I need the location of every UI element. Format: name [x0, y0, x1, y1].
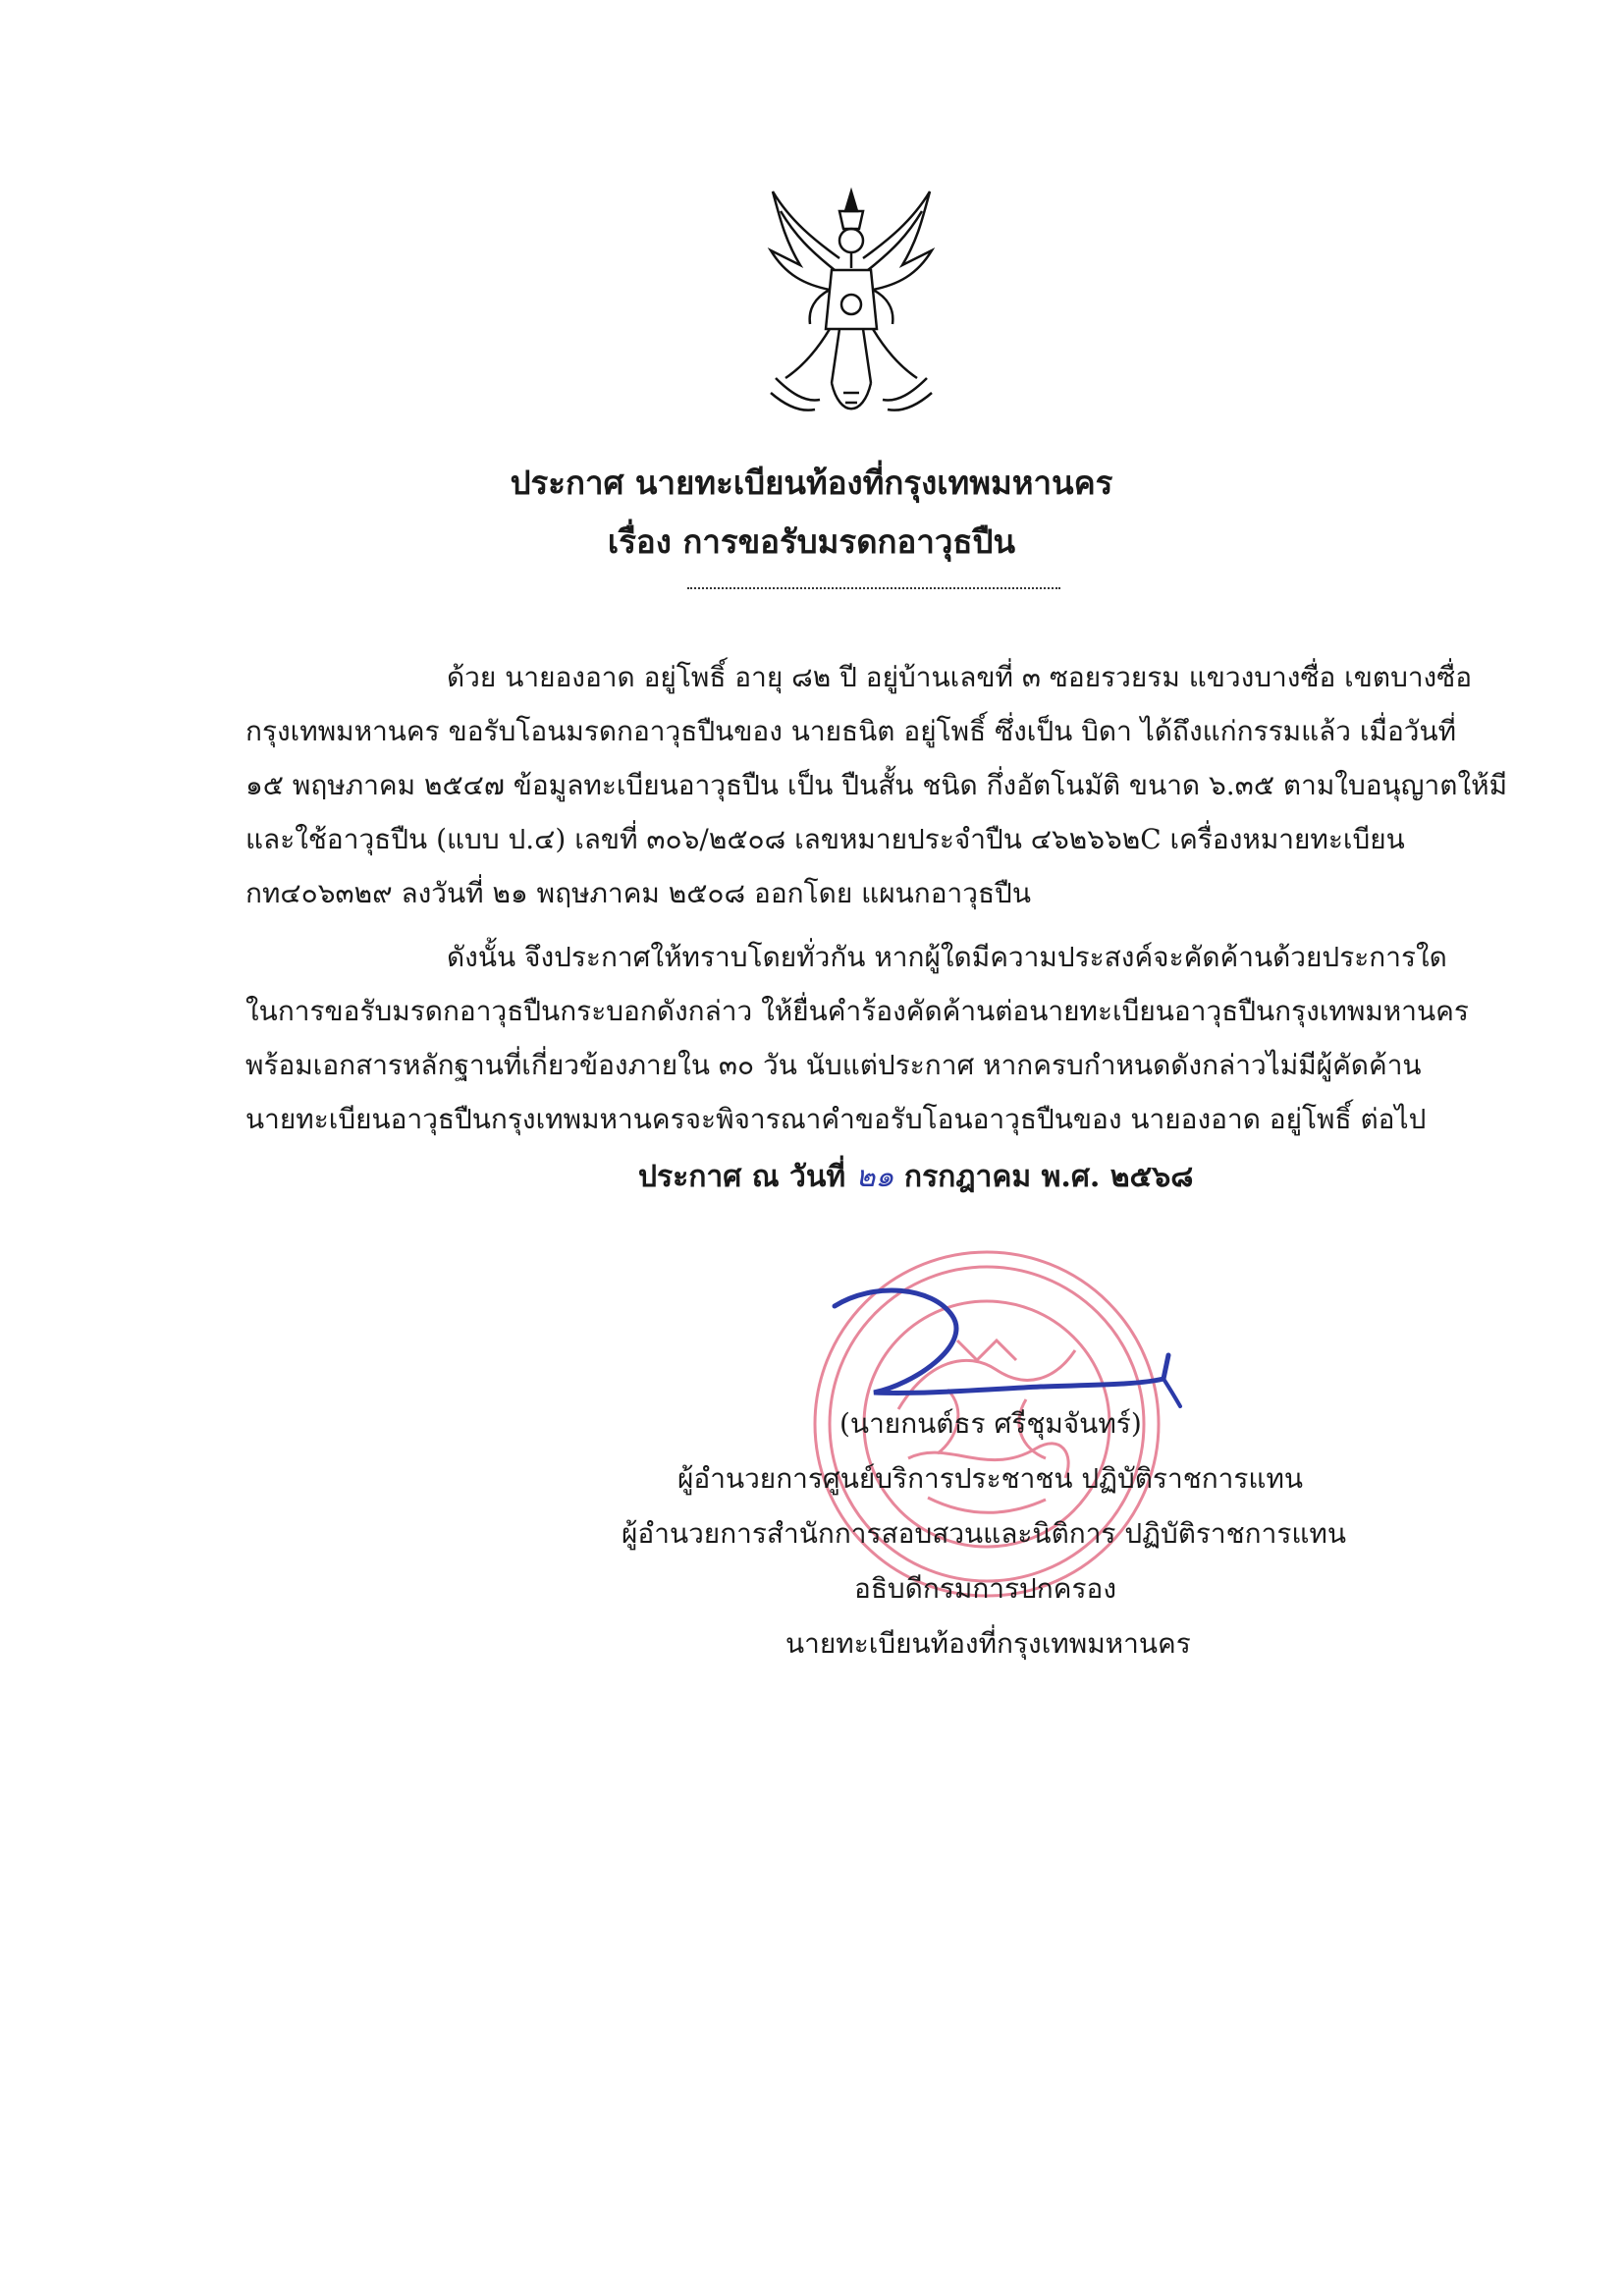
date-prefix: ประกาศ ณ วันที่	[638, 1160, 846, 1194]
date-suffix: กรกฎาคม พ.ศ. ๒๕๖๘	[903, 1160, 1194, 1194]
signer-name: (นายกนต์ธร ศรีชุมจันทร์)	[839, 1407, 1142, 1440]
paragraph-1-line: กท๔๐๖๓๒๙ ลงวันที่ ๒๑ พฤษภาคม ๒๕๐๘ ออกโดย แผนกอาวุธปืน	[245, 877, 1031, 909]
signature-icon	[815, 1277, 1198, 1414]
subject-line: เรื่อง การขอรับมรดกอาวุธปืน	[607, 522, 1016, 561]
paragraph-1-line: ๑๕ พฤษภาคม ๒๕๔๗ ข้อมูลทะเบียนอาวุธปืน เป็น ปืนสั้น ชนิด กึ่งอัตโนมัติ ขนาด ๖.๓๕ ตามใบอนุญาตให้มี	[245, 769, 1508, 801]
signer-position-3: อธิบดีกรมการปกครอง	[854, 1572, 1117, 1605]
title-divider	[687, 587, 1060, 589]
paragraph-2-line: พร้อมเอกสารหลักฐานที่เกี่ยวข้องภายใน ๓๐ วัน นับแต่ประกาศ หากครบกำหนดดังกล่าวไม่มีผู้คัดค้าน	[245, 1049, 1422, 1081]
paragraph-1-line: กรุงเทพมหานคร ขอรับโอนมรดกอาวุธปืนของ นายธนิต อยู่โพธิ์ ซึ่งเป็น บิดา ได้ถึงแก่กรรมแล้ว เมื่อวันที่	[245, 715, 1457, 747]
signer-position-2: ผู้อำนวยการสำนักการสอบสวนและนิติการ ปฏิบัติราชการแทน	[622, 1517, 1347, 1550]
handwritten-day: ๒๑	[855, 1160, 894, 1194]
announcement-date	[638, 1154, 1193, 1200]
paragraph-1-line: ด้วย นายองอาด อยู่โพธิ์ อายุ ๘๒ ปี อยู่บ้านเลขที่ ๓ ซอยรวยรม แขวงบางซื่อ เขตบางซื่อ	[447, 661, 1473, 693]
signer-position-4: นายทะเบียนท้องที่กรุงเทพมหานคร	[785, 1627, 1191, 1660]
garuda-emblem-icon	[761, 182, 943, 422]
page-title: ประกาศ นายทะเบียนท้องที่กรุงเทพมหานคร	[510, 464, 1113, 502]
paragraph-2-line: ดังนั้น จึงประกาศให้ทราบโดยทั่วกัน หากผู้ใดมีความประสงค์จะคัดค้านด้วยประการใด	[447, 941, 1447, 973]
paragraph-1-line: และใช้อาวุธปืน (แบบ ป.๔) เลขที่ ๓๐๖/๒๕๐๘ เลขหมายประจำปืน ๔๖๒๖๖๒C เครื่องหมายทะเบียน	[245, 823, 1405, 855]
paragraph-2-line: ในการขอรับมรดกอาวุธปืนกระบอกดังกล่าว ให้ยื่นคำร้องคัดค้านต่อนายทะเบียนอาวุธปืนกรุงเทพมหานคร	[245, 995, 1469, 1027]
paragraph-2-line: นายทะเบียนอาวุธปืนกรุงเทพมหานครจะพิจารณาคำขอรับโอนอาวุธปืนของ นายองอาด อยู่โพธิ์ ต่อไป	[245, 1103, 1427, 1135]
signer-position-1: ผู้อำนวยการศูนย์บริการประชาชน ปฏิบัติราชการแทน	[677, 1462, 1304, 1495]
